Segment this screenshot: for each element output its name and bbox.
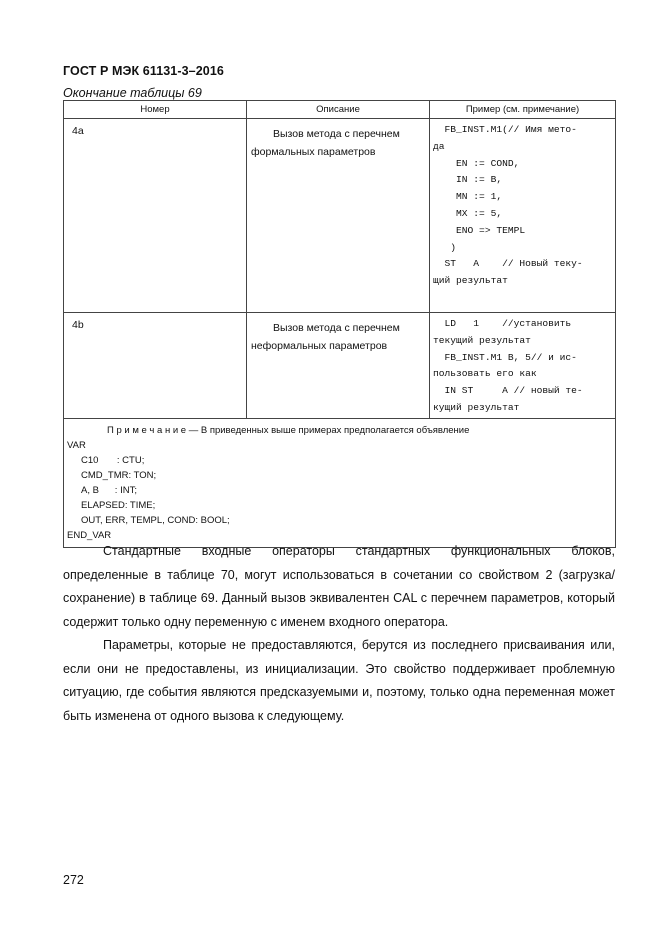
code-line: текущий результат <box>433 334 531 346</box>
note-line: OUT, ERR, TEMPL, COND: BOOL; <box>81 515 230 526</box>
methods-table <box>63 100 616 548</box>
note-line: CMD_TMR: TON; <box>81 470 157 481</box>
code-line: кущий результат <box>433 401 520 413</box>
code-line: FB_INST.M1(// Имя мето- <box>433 124 577 135</box>
note-heading <box>67 423 612 438</box>
document-header: ГОСТ Р МЭК 61131-3–2016 <box>63 64 224 78</box>
code-line: MX := 5, <box>433 207 503 219</box>
body-text <box>63 540 615 728</box>
note-label: П р и м е ч а н и е <box>107 425 187 436</box>
code-line: IN := B, <box>433 174 503 186</box>
row-description: Вызов метода с перечнем формальных параметров <box>247 119 430 313</box>
note-line: A, B : INT; <box>81 485 137 496</box>
col-header-number: Номер <box>64 101 247 119</box>
table-row <box>64 313 616 419</box>
note-line: ELAPSED: TIME; <box>81 500 156 511</box>
code-line: ) <box>433 241 457 253</box>
row-example-code <box>430 313 616 419</box>
table-row <box>64 119 616 313</box>
row-description: Вызов метода с перечнем неформальных параметров <box>247 313 430 419</box>
code-line: FB_INST.M1 B, 5// и ис- <box>433 351 577 363</box>
code-line: да <box>433 140 445 152</box>
note-row <box>64 419 616 548</box>
row-number: 4а <box>64 119 247 313</box>
page-number: 272 <box>63 873 84 887</box>
note-text: — В приведенных выше примерах предполагается объявление <box>186 425 470 436</box>
paragraph: Параметры, которые не предоставляются, берутся из последнего присваивания или, если они не предоставлены, из инициализации. Это свойство поддерживает проблемную ситуацию, где события являются предсказуемыми и, поэтому, только одна переменная может быть изменена от одного вызова к следующему. <box>63 638 615 723</box>
col-header-description: Описание <box>247 101 430 119</box>
code-line: EN := COND, <box>433 157 520 169</box>
table-note <box>64 419 616 548</box>
code-line: ENO => TEMPL <box>433 224 526 236</box>
note-line: VAR <box>67 440 86 451</box>
col-header-example: Пример (см. примечание) <box>430 101 616 119</box>
table-header-row <box>64 101 616 119</box>
code-line: IN ST A // новый те- <box>433 385 583 397</box>
code-line: пользовать его как <box>433 368 537 380</box>
note-line: C10 : CTU; <box>81 455 145 466</box>
note-line: END_VAR <box>67 530 112 541</box>
paragraph: Стандартные входные операторы стандартных функциональных блоков, определенные в таблице 70, могут использоваться в сочетании со свойством 2 (загрузка/сохранение) в таблице 69. Данный вызов эквивалентен CAL с перечнем параметров, который содержит только одну переменную с именем входного оператора. <box>63 544 615 629</box>
code-line: LD 1 //установить <box>433 318 572 329</box>
row-example-code <box>430 119 616 313</box>
code-line: MN := 1, <box>433 191 503 203</box>
code-line: щий результат <box>433 275 508 287</box>
row-number: 4b <box>64 313 247 419</box>
table-caption: Окончание таблицы 69 <box>63 86 202 100</box>
code-line: ST A // Новый теку- <box>433 258 583 270</box>
